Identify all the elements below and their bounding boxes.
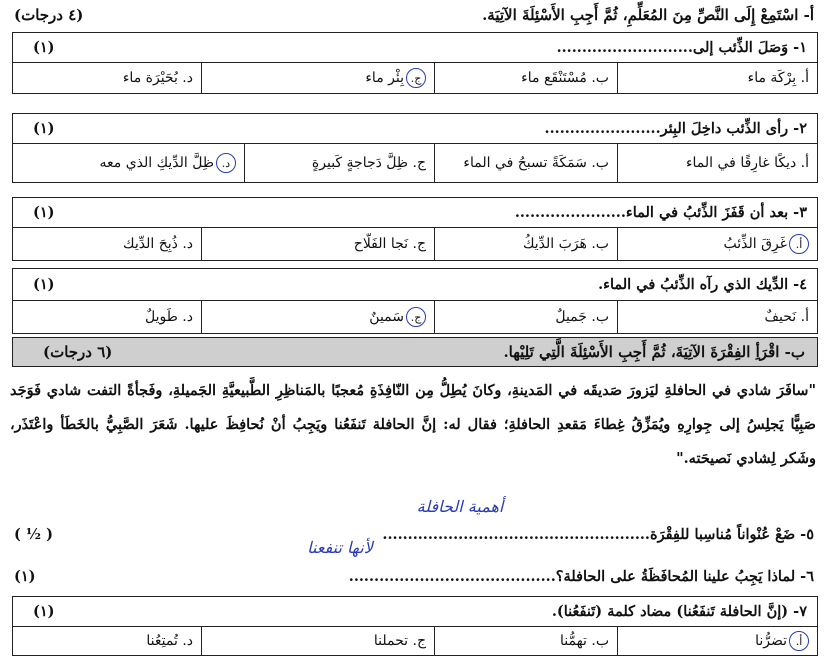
question-7: [12, 596, 818, 626]
question-1-mark: (١): [33, 39, 55, 56]
question-2: [12, 113, 818, 143]
question-3-options: [12, 227, 818, 261]
question-4-text: ٤- الدِّيك الذي رآه الذِّئبُ في الماء.: [598, 276, 807, 293]
question-1-options: [12, 62, 818, 94]
option-c-selected[interactable]: [201, 63, 434, 93]
question-6-handwritten-answer[interactable]: لأنها تنفعنا: [307, 538, 373, 557]
option-c[interactable]: ج. تحملنا: [201, 627, 434, 655]
section-a-marks: (٤ درجات): [14, 6, 84, 24]
section-a-title: أ- اسْتَمِعْ إِلَى النَّصِّ مِنَ المُعَلِّمِ، ثُمَّ أَجِبِ الأَسْئِلَةَ الآتِيَة.: [482, 6, 814, 24]
section-a-header: [14, 2, 814, 28]
option-c-selected[interactable]: [201, 301, 434, 333]
option-b[interactable]: ب. سَمَكَةً تسبحُ في الماء: [434, 144, 617, 182]
question-6-mark: (١): [14, 567, 36, 585]
option-d[interactable]: د. طَويلٌ: [144, 309, 193, 325]
question-6: [14, 562, 814, 590]
option-b[interactable]: ب. مُسْتَنْقَع ماء: [434, 63, 617, 93]
option-a[interactable]: أ. ديكًا غارِقًا في الماء: [617, 144, 817, 182]
reading-paragraph: "سافَرَ شادي في الحافلةِ ليَزورَ صَديقَه في المَدينةِ، وكانَ يُطِلُّ مِن النّافِذَةِ مُعجبًا بالمَناظِرِ الطَّبيعيَّةِ الجَميلةِ، وفَجأةً التفت شادي فَوَجَد صَبِيًّا يَجلِسُ إلى جِوارِهِ ويُمَزِّقُ غِطاءَ مَقعدِ الحافلةِ؛ فقال له: إنَّ الحافلة تَنفَعُنا ويَجِبُ أنْ نُحافِظَ عليها. شَعَرَ الصَّبِيُّ بالخَطَأ واعْتَذَر، وشَكر لِشادي نَصيحَته.": [10, 382, 816, 467]
option-c[interactable]: ج. ظِلَّ دَجاجةٍ كَبيرةٍ: [244, 144, 434, 182]
question-7-mark: (١): [33, 603, 55, 620]
option-d[interactable]: د. تُمتِعُنا: [146, 633, 193, 649]
question-4-options: [12, 300, 818, 334]
option-a-selected[interactable]: [617, 228, 817, 260]
question-3-mark: (١): [33, 204, 55, 221]
selection-circle-icon: أ.: [789, 631, 809, 651]
question-6-text: ٦- لماذا يَجِبُ علينا المُحافَظَةُ على الحافلة؟.........................................: [348, 567, 814, 585]
option-d-selected[interactable]: [14, 144, 244, 182]
selection-circle-icon: د.: [216, 153, 236, 173]
question-2-mark: (١): [33, 120, 55, 137]
question-4-mark: (١): [33, 276, 55, 293]
question-5-handwritten-answer[interactable]: أهمية الحافلة: [416, 497, 504, 516]
question-2-text: ٢- رأى الذِّئب داخِلَ البِئر.......................: [544, 120, 807, 137]
question-7-text: ٧- (إنَّ الحافلة تَنفَعُنا) مضاد كلمة (تَنفَعُنا).: [551, 603, 807, 620]
option-a-label: غَرِقَ الذِّئبُ: [723, 236, 787, 252]
section-b-header: [12, 337, 818, 367]
option-d-label: ظِلَّ الدِّيكِ الذي معه: [99, 155, 214, 171]
selection-circle-icon: أ.: [789, 234, 809, 254]
option-d[interactable]: د. بُحَيْرَة ماء: [122, 70, 193, 86]
option-a[interactable]: أ. بِرْكَة ماء: [617, 63, 817, 93]
option-a-selected[interactable]: [617, 627, 817, 655]
section-b-marks: (٦ درجات): [43, 343, 113, 361]
question-1-text: ١- وَصَلَ الذِّئب إلى...........................: [556, 39, 807, 56]
option-b[interactable]: ب. جَميلٌ: [434, 301, 617, 333]
option-c-label: بِئْر ماء: [365, 70, 404, 86]
selection-circle-icon: ج.: [406, 68, 426, 88]
question-2-options: [12, 143, 818, 183]
option-a-label: تضرُّنا: [755, 633, 787, 649]
option-c[interactable]: ج. نَجا الفَلّاح: [201, 228, 434, 260]
question-1: [12, 32, 818, 62]
selection-circle-icon: ج.: [406, 307, 426, 327]
section-b-title: ب- اقْرَأِ الفِقْرَةَ الآتِيَةَ، ثُمَّ أَجِبِ الأَسْئِلَةَ الَّتِي تَلِيْها.: [503, 343, 805, 361]
question-3: [12, 197, 818, 227]
question-7-options: [12, 626, 818, 656]
option-c-label: سَمينٌ: [369, 309, 404, 325]
option-b[interactable]: ب. تهمُّنا: [434, 627, 617, 655]
option-a[interactable]: أ. نَحيفٌ: [617, 301, 817, 333]
question-3-text: ٣- بعد أن قَفَزَ الذِّئبُ في الماء......................: [514, 204, 807, 221]
option-b[interactable]: ب. هَرَبَ الدِّيكُ: [434, 228, 617, 260]
option-d[interactable]: د. ذُبِحَ الدِّيك: [123, 236, 193, 252]
question-5-mark: ( ½ ): [14, 525, 53, 543]
question-4: [12, 268, 818, 300]
question-5-text: ٥- ضَعْ عُنْواناً مُناسِبا للفِقْرَة.....................................................: [382, 525, 814, 543]
